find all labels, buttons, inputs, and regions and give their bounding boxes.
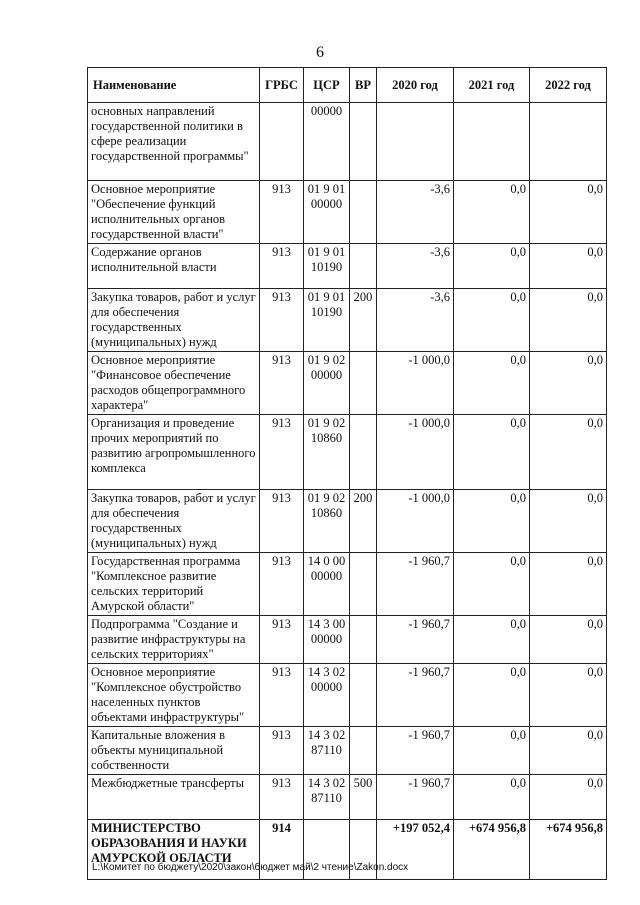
cell-2022: 0,0	[530, 616, 607, 664]
cell-2020: -3,6	[377, 289, 454, 352]
cell-2021: 0,0	[454, 181, 530, 244]
cell-grbs: 913	[260, 553, 304, 616]
cell-2022: 0,0	[530, 415, 607, 490]
header-2022: 2022 год	[530, 68, 607, 103]
cell-name: Основное мероприятие "Обеспечение функций исполнительных органов государственной власти"	[88, 181, 260, 244]
cell-2022: 0,0	[530, 664, 607, 727]
cell-2020	[377, 103, 454, 181]
table-row	[88, 490, 607, 553]
cell-csr: 00000	[304, 103, 350, 181]
cell-vr	[350, 415, 377, 490]
cell-grbs: 913	[260, 664, 304, 727]
cell-vr	[350, 664, 377, 727]
cell-csr: 14 3 02 00000	[304, 664, 350, 727]
cell-csr: 01 9 02 10860	[304, 490, 350, 553]
cell-2022: 0,0	[530, 352, 607, 415]
cell-grbs: 913	[260, 490, 304, 553]
cell-name: Государственная программа "Комплексное развитие сельских территорий Амурской области"	[88, 553, 260, 616]
cell-name: Закупка товаров, работ и услуг для обеспечения государственных (муниципальных) нужд	[88, 490, 260, 553]
table-row	[88, 244, 607, 289]
cell-2020: +197 052,4	[377, 820, 454, 880]
cell-2022: 0,0	[530, 775, 607, 820]
cell-grbs: 913	[260, 415, 304, 490]
cell-2021: 0,0	[454, 244, 530, 289]
cell-2020: -1 960,7	[377, 664, 454, 727]
file-path-footer: L:\Комитет по бюджету\2020\закон\бюджет май\2 чтение\Zakon.docx	[92, 862, 409, 873]
cell-name: Подпрограмма "Создание и развитие инфраструктуры на сельских территориях"	[88, 616, 260, 664]
cell-2022	[530, 103, 607, 181]
cell-vr	[350, 103, 377, 181]
cell-grbs: 913	[260, 775, 304, 820]
cell-vr	[350, 727, 377, 775]
cell-2021: 0,0	[454, 616, 530, 664]
cell-2020: -1 000,0	[377, 490, 454, 553]
table-row	[88, 289, 607, 352]
cell-csr: 14 3 02 87110	[304, 727, 350, 775]
cell-2021: 0,0	[454, 664, 530, 727]
cell-2020: -1 960,7	[377, 775, 454, 820]
cell-2021: 0,0	[454, 727, 530, 775]
table-header-row	[88, 68, 607, 103]
cell-grbs: 913	[260, 727, 304, 775]
cell-2020: -3,6	[377, 244, 454, 289]
cell-name: основных направлений государственной политики в сфере реализации государственной программы"	[88, 103, 260, 181]
cell-csr: 01 9 01 10190	[304, 244, 350, 289]
cell-name: Закупка товаров, работ и услуг для обеспечения государственных (муниципальных) нужд	[88, 289, 260, 352]
cell-2020: -1 960,7	[377, 616, 454, 664]
table-row	[88, 415, 607, 490]
cell-2021: 0,0	[454, 352, 530, 415]
cell-csr: 01 9 02 10860	[304, 415, 350, 490]
table-row	[88, 352, 607, 415]
header-2021: 2021 год	[454, 68, 530, 103]
cell-name: Межбюджетные трансферты	[88, 775, 260, 820]
cell-name: МИНИСТЕРСТВО ОБРАЗОВАНИЯ И НАУКИ АМУРСКОЙ ОБЛАСТИ	[88, 820, 260, 880]
cell-name: Содержание органов исполнительной власти	[88, 244, 260, 289]
cell-2021: 0,0	[454, 775, 530, 820]
cell-2022: 0,0	[530, 289, 607, 352]
cell-2021: 0,0	[454, 289, 530, 352]
table-row	[88, 775, 607, 820]
table-row	[88, 664, 607, 727]
cell-grbs: 913	[260, 244, 304, 289]
cell-csr: 14 3 00 00000	[304, 616, 350, 664]
cell-2022: 0,0	[530, 181, 607, 244]
cell-csr: 01 9 01 00000	[304, 181, 350, 244]
header-grbs: ГРБС	[260, 68, 304, 103]
header-csr: ЦСР	[304, 68, 350, 103]
cell-grbs: 914	[260, 820, 304, 880]
page-number: 6	[316, 44, 324, 61]
cell-2022: +674 956,8	[530, 820, 607, 880]
cell-vr: 200	[350, 289, 377, 352]
cell-csr: 14 0 00 00000	[304, 553, 350, 616]
cell-2021: 0,0	[454, 415, 530, 490]
cell-name: Основное мероприятие "Финансовое обеспечение расходов общепрограммного характера"	[88, 352, 260, 415]
cell-2020: -1 960,7	[377, 727, 454, 775]
header-vr: ВР	[350, 68, 377, 103]
cell-2022: 0,0	[530, 244, 607, 289]
cell-grbs: 913	[260, 352, 304, 415]
cell-grbs: 913	[260, 181, 304, 244]
cell-csr: 14 3 02 87110	[304, 775, 350, 820]
table-body	[88, 103, 607, 880]
cell-2020: -1 000,0	[377, 415, 454, 490]
cell-2021	[454, 103, 530, 181]
budget-table	[87, 67, 607, 880]
cell-2020: -3,6	[377, 181, 454, 244]
cell-vr	[350, 553, 377, 616]
cell-2021: 0,0	[454, 553, 530, 616]
cell-name: Капитальные вложения в объекты муниципальной собственности	[88, 727, 260, 775]
cell-2021: 0,0	[454, 490, 530, 553]
cell-2020: -1 000,0	[377, 352, 454, 415]
header-2020: 2020 год	[377, 68, 454, 103]
cell-vr	[350, 616, 377, 664]
cell-2022: 0,0	[530, 727, 607, 775]
cell-name: Основное мероприятие "Комплексное обустройство населенных пунктов объектами инфраструктуры"	[88, 664, 260, 727]
cell-vr	[350, 244, 377, 289]
cell-vr	[350, 352, 377, 415]
cell-2021: +674 956,8	[454, 820, 530, 880]
table-row	[88, 103, 607, 181]
cell-vr: 200	[350, 490, 377, 553]
cell-name: Организация и проведение прочих мероприятий по развитию агропромышленного комплекса	[88, 415, 260, 490]
cell-csr: 01 9 01 10190	[304, 289, 350, 352]
cell-csr: 01 9 02 00000	[304, 352, 350, 415]
cell-vr	[350, 181, 377, 244]
table-row	[88, 727, 607, 775]
table-row	[88, 553, 607, 616]
table-row	[88, 616, 607, 664]
cell-grbs: 913	[260, 616, 304, 664]
cell-2022: 0,0	[530, 553, 607, 616]
cell-vr: 500	[350, 775, 377, 820]
header-name: Наименование	[88, 68, 260, 103]
table-row	[88, 181, 607, 244]
cell-2020: -1 960,7	[377, 553, 454, 616]
cell-grbs	[260, 103, 304, 181]
cell-grbs: 913	[260, 289, 304, 352]
cell-2022: 0,0	[530, 490, 607, 553]
